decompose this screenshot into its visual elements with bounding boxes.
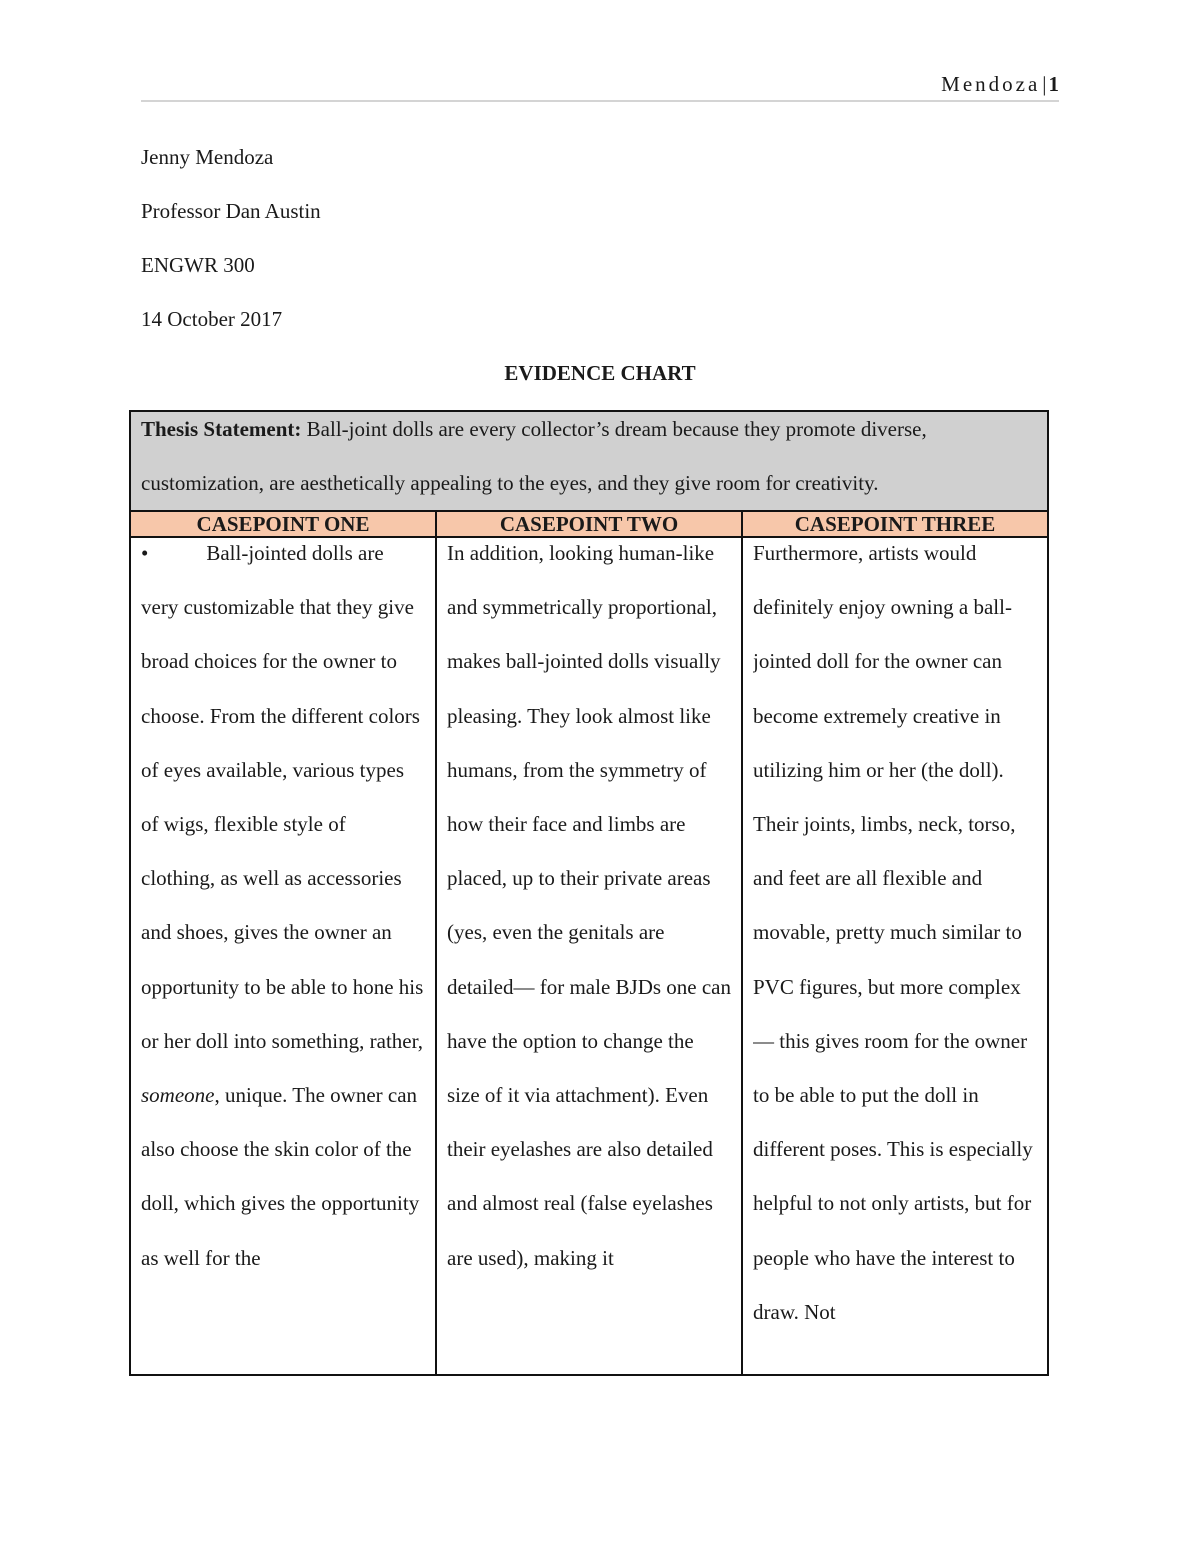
casepoint-one-emphasis: someone [141,1083,215,1108]
thesis-label: Thesis Statement: [141,417,302,441]
thesis-text: Ball-joint dolls are every collector’s dream because they promote diverse, customization, are aesthetically appealing to the eyes, and they give room for creativity. [141,417,927,495]
author-name: Jenny Mendoza [141,145,274,169]
professor-name: Professor Dan Austin [141,199,321,223]
casepoint-one-cell [130,537,436,1375]
thesis-row [130,411,1048,511]
document-date: 14 October 2017 [141,307,283,331]
thesis-cell [130,411,1048,511]
casepoint-heading-row [130,511,1048,537]
casepoint-three-text: Furthermore, artists would definitely enjoy owning a ball-jointed doll for the owner can become extremely creative in utilizing him or her (the doll). Their joints, limbs, neck, torso, and feet are all flexible and movable, pretty much similar to PVC figures, but more complex— this gives room for the owner to be able to put the doll in different poses. This is especially helpful to not only artists, but for people who have the interest to draw. Not [753,541,1033,1324]
casepoint-one-text-continued: , unique. The owner can also choose the skin color of the doll, which gives the opportunity as well for the [141,1083,420,1270]
bullet-marker: • [141,541,149,565]
evidence-table [129,410,1049,1376]
casepoint-three-cell [742,537,1048,1375]
page-header [141,72,1059,102]
casepoint-two-heading: CASEPOINT TWO [436,511,742,537]
casepoint-two-cell [436,537,742,1375]
casepoint-two-text: In addition, looking human-like and symmetrically proportional, makes ball-jointed dolls visually pleasing. They look almost like humans, from the symmetry of how their face and limbs are placed, up to their private areas (yes, even the genitals are detailed— for male BJDs one can have the option to change the size of it via attachment). Even their eyelashes are also detailed and almost real (false eyelashes are used), making it [447,541,731,1270]
course-code: ENGWR 300 [141,253,255,277]
page-number: 1 [1048,72,1059,96]
header-separator: | [1042,72,1047,96]
casepoint-one-heading: CASEPOINT ONE [130,511,436,537]
casepoint-one-text: Ball-jointed dolls are very customizable that they give broad choices for the owner to choose. From the different colors of eyes available, various types of wigs, flexible style of clothing, as well as accessories and shoes, gives the owner an opportunity to be able to hone his or her doll into something, rather, [141,541,424,1053]
casepoint-body-row [130,537,1048,1375]
header-author-name: Mendoza [941,72,1041,96]
document-title: EVIDENCE CHART [504,361,696,385]
casepoint-three-heading: CASEPOINT THREE [742,511,1048,537]
